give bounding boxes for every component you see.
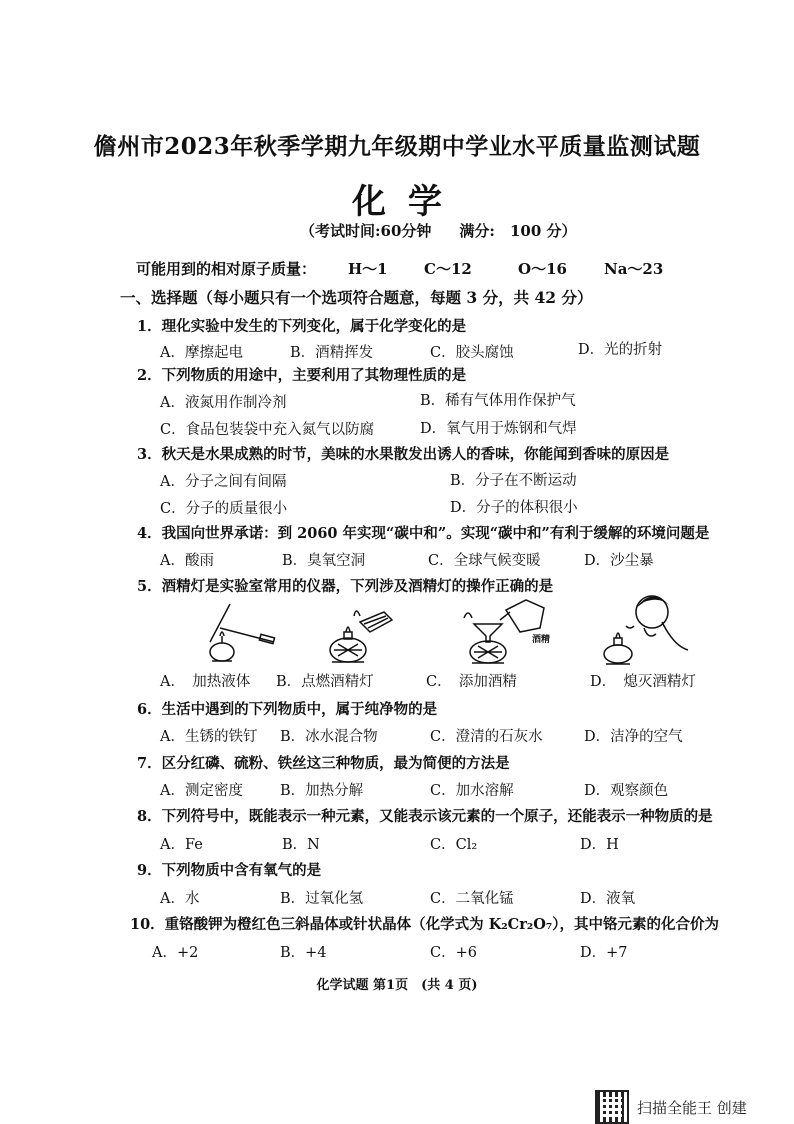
question-1-option-c: C．胶头腐蚀: [430, 345, 514, 361]
question-5-option-d: D． 熄灭酒精灯: [590, 674, 696, 690]
figure-lighting-lamp: [320, 598, 400, 666]
question-1-stem: 1．理化实验中发生的下列变化，属于化学变化的是: [137, 318, 467, 335]
qr-code-icon: [595, 1090, 629, 1124]
full-score: 满分: 100 分）: [459, 222, 577, 240]
atomic-label: 可能用到的相对原子质量：: [136, 260, 317, 278]
exam-info: [300, 220, 605, 241]
question-7-option-a: A．测定密度: [160, 783, 243, 799]
question-3-option-d: D．分子的体积很小: [450, 500, 578, 516]
figure-heating-liquid: [200, 598, 280, 666]
question-6-option-c: C．澄清的石灰水: [430, 729, 543, 745]
question-6-option-d: D．洁净的空气: [584, 729, 683, 745]
figure-adding-alcohol: [460, 598, 570, 668]
scanner-badge: [595, 1090, 747, 1124]
question-2-option-d: D．氧气用于炼钢和气焊: [420, 421, 577, 437]
question-9-option-c: C．二氧化锰: [430, 891, 514, 907]
question-8-option-d: D．H: [580, 837, 619, 853]
question-7-option-d: D．观察颜色: [584, 783, 669, 799]
question-2-option-b: B．稀有气体用作保护气: [420, 393, 576, 409]
question-8-stem: 8．下列符号中，既能表示一种元素，又能表示该元素的一个原子，还能表示一种物质的是: [137, 808, 713, 825]
subject-title: 化学: [352, 182, 464, 222]
question-9-option-d: D．液氧: [580, 891, 636, 907]
atomic-o: O～16: [518, 260, 567, 278]
question-8-option-b: B．N: [282, 837, 320, 853]
question-9-option-a: A．水: [160, 891, 200, 907]
question-5-option-c: C． 添加酒精: [426, 674, 517, 690]
question-3-stem: 3．秋天是水果成熟的时节，美味的水果散发出诱人的香味，你能闻到香味的原因是: [137, 446, 670, 463]
question-10-stem: 10．重铬酸钾为橙红色三斜晶体或针状晶体（化学式为 K₂Cr₂O₇），其中铬元素的化合价为: [130, 916, 719, 933]
question-4-option-b: B．臭氧空洞: [282, 553, 366, 569]
section-heading: 一、选择题（每小题只有一个选项符合题意，每题 3 分，共 42 分）: [120, 288, 593, 307]
question-3-option-b: B．分子在不断运动: [450, 473, 577, 489]
question-10-option-a: A．+2: [152, 945, 199, 961]
question-4-option-c: C．全球气候变暖: [428, 553, 541, 569]
question-6-stem: 6．生活中遇到的下列物质中，属于纯净物的是: [137, 701, 438, 718]
page-footer: 化学试题 第1页 (共 4 页): [316, 978, 478, 993]
atomic-h: H～1: [348, 260, 388, 278]
figure-extinguish-lamp: [596, 586, 696, 670]
question-3-option-c: C．分子的质量很小: [160, 501, 288, 517]
question-8-option-c: C．Cl₂: [430, 837, 478, 853]
question-2-option-c: C．食品包装袋中充入氮气以防腐: [160, 422, 375, 438]
question-5-option-a: A． 加热液体: [160, 674, 251, 690]
question-4-option-a: A．酸雨: [160, 553, 214, 569]
atomic-c: C～12: [424, 260, 472, 278]
exam-title: 儋州市2023年秋季学期九年级期中学业水平质量监测试题: [93, 133, 701, 160]
question-4-stem: 4．我国向世界承诺：到 2060 年实现“碳中和”。实现“碳中和”有利于缓解的环境问题是: [137, 525, 710, 542]
question-7-option-c: C．加水溶解: [430, 783, 514, 799]
question-10-option-d: D．+7: [580, 945, 628, 961]
question-8-option-a: A．Fe: [160, 837, 203, 853]
question-3-option-a: A．分子之间有间隔: [160, 474, 287, 490]
alcohol-label: 酒精: [532, 635, 551, 645]
atomic-masses: [136, 258, 676, 278]
question-10-option-c: C．+6: [430, 945, 477, 961]
question-5-stem: 5．酒精灯是实验室常用的仪器，下列涉及酒精灯的操作正确的是: [137, 578, 554, 595]
question-1-option-d: D．光的折射: [578, 342, 663, 358]
question-1-option-a: A．摩擦起电: [160, 345, 243, 361]
question-4-option-d: D．沙尘暴: [584, 553, 654, 569]
question-2-stem: 2．下列物质的用途中，主要利用了其物理性质的是: [137, 367, 467, 384]
exam-time: （考试时间:60分钟: [300, 222, 432, 240]
question-6-option-b: B．冰水混合物: [280, 729, 378, 745]
question-7-stem: 7．区分红磷、硫粉、铁丝这三种物质，最为简便的方法是: [137, 755, 510, 772]
question-1-option-b: B．酒精挥发: [290, 345, 374, 361]
question-6-option-a: A．生锈的铁钉: [160, 729, 258, 745]
atomic-na: Na～23: [604, 260, 664, 278]
question-2-option-a: A．液氮用作制冷剂: [160, 395, 287, 411]
scanner-badge-text: 扫描全能王 创建: [637, 1098, 747, 1117]
question-9-stem: 9．下列物质中含有氧气的是: [137, 862, 322, 879]
question-7-option-b: B．加热分解: [280, 783, 364, 799]
question-5-option-b: B．点燃酒精灯: [276, 674, 374, 690]
question-10-option-b: B．+4: [280, 945, 327, 961]
question-9-option-b: B．过氧化氢: [280, 891, 364, 907]
